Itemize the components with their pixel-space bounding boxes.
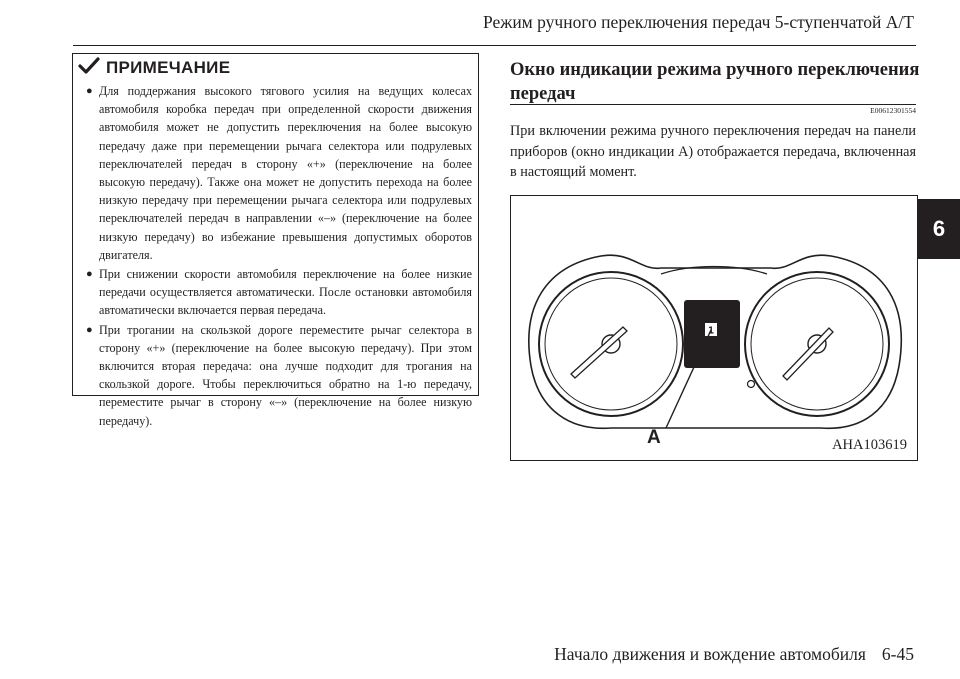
chapter-tab[interactable]: 6 — [918, 199, 960, 259]
speedometer-gauge — [539, 272, 683, 416]
running-header: Режим ручного переключения передач 5-ступенчатой А/Т — [482, 12, 914, 32]
figure-code: AHA103619 — [832, 437, 907, 453]
gear-display-glyph: 1 — [707, 325, 715, 337]
section-title: Окно индикации режима ручного переключения передач — [510, 60, 920, 104]
bullet-icon: ● — [86, 268, 93, 281]
note-item — [85, 82, 472, 264]
note-item — [85, 321, 472, 430]
section-code: E00612301554 — [870, 106, 916, 115]
note-heading: ПРИМЕЧАНИЕ — [106, 58, 231, 77]
footer-section: Начало движения и вождение автомобиля — [554, 644, 866, 664]
instrument-cluster-illustration — [511, 196, 917, 460]
note-item-text: При снижении скорости автомобиля переключение на более низкие передачи осуществляется автоматически. После остановки автомобиля автоматически включается первая передача. — [99, 267, 472, 318]
note-item — [85, 265, 472, 320]
note-item-text: Для поддержания высокого тягового усилия на ведущих колесах автомобиля коробка передач при определенной скорости движения автомобиля может не допустить переключения на более высокую передачу даже при перемещении рычага селектора или подрулевых переключателей передач в сторону «+» (переключение на более высокую передачу). Также она может не допустить перехода на более низкую передачу при перемещении рычага селектора или подрулевых переключателей передач в направлении «–» (переключение на более низкую передачу) во избежание превышения допустимых оборотов двигателя. — [99, 84, 472, 262]
running-footer — [554, 644, 914, 665]
header-rule — [73, 45, 916, 46]
bullet-icon: ● — [86, 323, 93, 336]
section-rule — [510, 104, 916, 105]
tachometer-gauge — [745, 272, 889, 416]
figure-frame — [510, 195, 918, 461]
note-box — [72, 53, 479, 428]
section-paragraph: При включении режима ручного переключения передач на панели приборов (окно индикации А) отображается передача, включенная в настоящий момент. — [510, 123, 916, 180]
note-list — [85, 82, 472, 431]
page-number: 6-45 — [881, 644, 914, 664]
label-a: A — [647, 427, 661, 448]
bullet-icon: ● — [86, 85, 93, 97]
note-check-icon — [78, 57, 100, 79]
note-header — [78, 57, 230, 79]
note-item-text: При трогании на скользкой дороге переместите рычаг селектора в сторону «+» (переключение на более высокую передачу). При этом включится вторая передача: она лучше подходит для трогания на скользкой дороге. Чтобы переключиться обратно на 1-ю передачу, переместите рычаг в сторону «–» (переключение на более низкую передачу). — [99, 322, 472, 428]
